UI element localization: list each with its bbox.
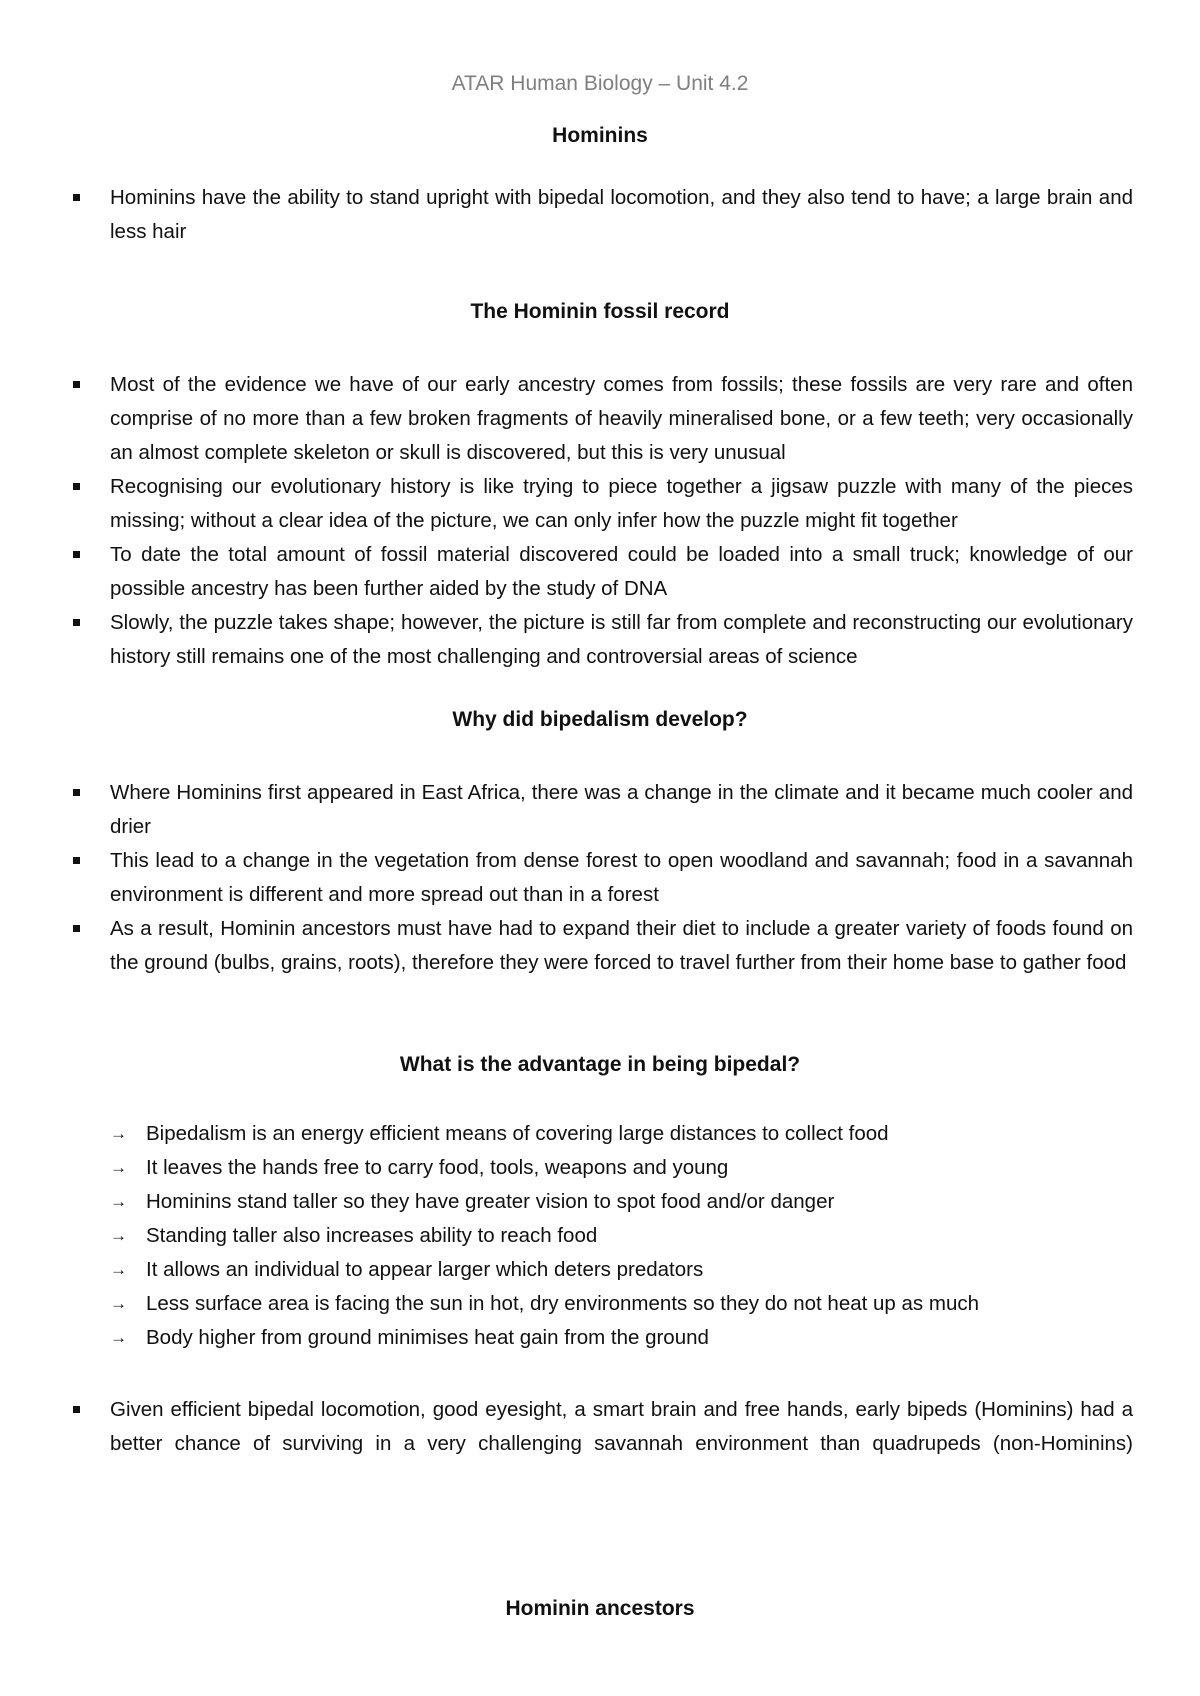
list-item-text: Bipedalism is an energy efficient means of covering large distances to collect food [146, 1122, 889, 1145]
list-item-text: This lead to a change in the vegetation from dense forest to open woodland and savannah; food in a savannah environment is different and more spread out than in a forest [110, 849, 1133, 906]
list-item [0, 912, 1200, 980]
list-item-text: To date the total amount of fossil material discovered could be loaded into a small truck; knowledge of our possible ancestry has been further aided by the study of DNA [110, 543, 1133, 600]
list-item-text: Less surface area is facing the sun in hot, dry environments so they do not heat up as much [146, 1292, 980, 1315]
list-item-text: It leaves the hands free to carry food, tools, weapons and young [146, 1156, 729, 1179]
heading-bipedalism: Why did bipedalism develop? [452, 708, 748, 731]
right-arrow-icon: → [110, 1260, 127, 1279]
heading-hominins: Hominins [552, 124, 648, 147]
list-item-text: Given efficient bipedal locomotion, good eyesight, a smart brain and free hands, early bipeds (Hominins) had a better chance of surviving in a very challenging savannah environment than quadrupeds (non-Hominins) [110, 1398, 1133, 1455]
list-item [0, 1393, 1200, 1461]
square-bullet-icon [73, 1406, 80, 1413]
list-advantages [0, 1117, 1200, 1355]
list-item [0, 538, 1200, 606]
right-arrow-icon: → [110, 1158, 127, 1177]
list-item [0, 368, 1200, 470]
list-item [0, 1219, 1200, 1253]
list-item-text: Hominins have the ability to stand upright with bipedal locomotion, and they also tend to have; a large brain and less hair [110, 186, 1133, 243]
right-arrow-icon: → [110, 1192, 127, 1211]
right-arrow-icon: → [110, 1328, 127, 1347]
list-item [0, 181, 1200, 249]
square-bullet-icon [73, 551, 80, 558]
list-item [0, 1321, 1200, 1355]
list-item-text: Standing taller also increases ability to reach food [146, 1224, 598, 1247]
list-item-text: Recognising our evolutionary history is like trying to piece together a jigsaw puzzle with many of the pieces missing; without a clear idea of the picture, we can only infer how the puzzle might fit together [110, 475, 1133, 532]
list-item [0, 606, 1200, 674]
right-arrow-icon: → [110, 1294, 127, 1313]
list-item-text: Slowly, the puzzle takes shape; however, the picture is still far from complete and reconstructing our evolutionary history still remains one of the most challenging and controversial areas of science [110, 611, 1133, 668]
list-item [0, 776, 1200, 844]
list-item-text: Hominins stand taller so they have greater vision to spot food and/or danger [146, 1190, 835, 1213]
square-bullet-icon [73, 925, 80, 932]
list-item [0, 844, 1200, 912]
square-bullet-icon [73, 381, 80, 388]
heading-advantage: What is the advantage in being bipedal? [399, 1053, 801, 1076]
list-item [0, 1117, 1200, 1151]
heading-fossil-record: The Hominin fossil record [470, 300, 730, 323]
square-bullet-icon [73, 483, 80, 490]
list-item-text: As a result, Hominin ancestors must have had to expand their diet to include a greater variety of foods found on the ground (bulbs, grains, roots), therefore they were forced to travel further from their home base to gather food [110, 917, 1133, 974]
square-bullet-icon [73, 857, 80, 864]
list-item [0, 1287, 1200, 1321]
list-fossil-record [0, 368, 1200, 674]
list-item-text: It allows an individual to appear larger which deters predators [146, 1258, 704, 1281]
square-bullet-icon [73, 789, 80, 796]
list-item [0, 1253, 1200, 1287]
list-item [0, 470, 1200, 538]
list-item [0, 1185, 1200, 1219]
list-hominins [0, 181, 1200, 249]
document-header-title: ATAR Human Biology – Unit 4.2 [451, 72, 749, 95]
square-bullet-icon [73, 619, 80, 626]
heading-ancestors: Hominin ancestors [505, 1597, 695, 1620]
list-item [0, 1151, 1200, 1185]
list-item-text: Most of the evidence we have of our early ancestry comes from fossils; these fossils are very rare and often comprise of no more than a few broken fragments of heavily mineralised bone, or a few teeth; very occasionally an almost complete skeleton or skull is discovered, but this is very unusual [110, 373, 1133, 464]
list-advantage-summary [0, 1393, 1200, 1461]
list-item-text: Body higher from ground minimises heat gain from the ground [146, 1326, 709, 1349]
square-bullet-icon [73, 194, 80, 201]
right-arrow-icon: → [110, 1226, 127, 1245]
list-item-text: Where Hominins first appeared in East Africa, there was a change in the climate and it became much cooler and drier [110, 781, 1133, 838]
list-bipedalism [0, 776, 1200, 980]
right-arrow-icon: → [110, 1124, 127, 1143]
